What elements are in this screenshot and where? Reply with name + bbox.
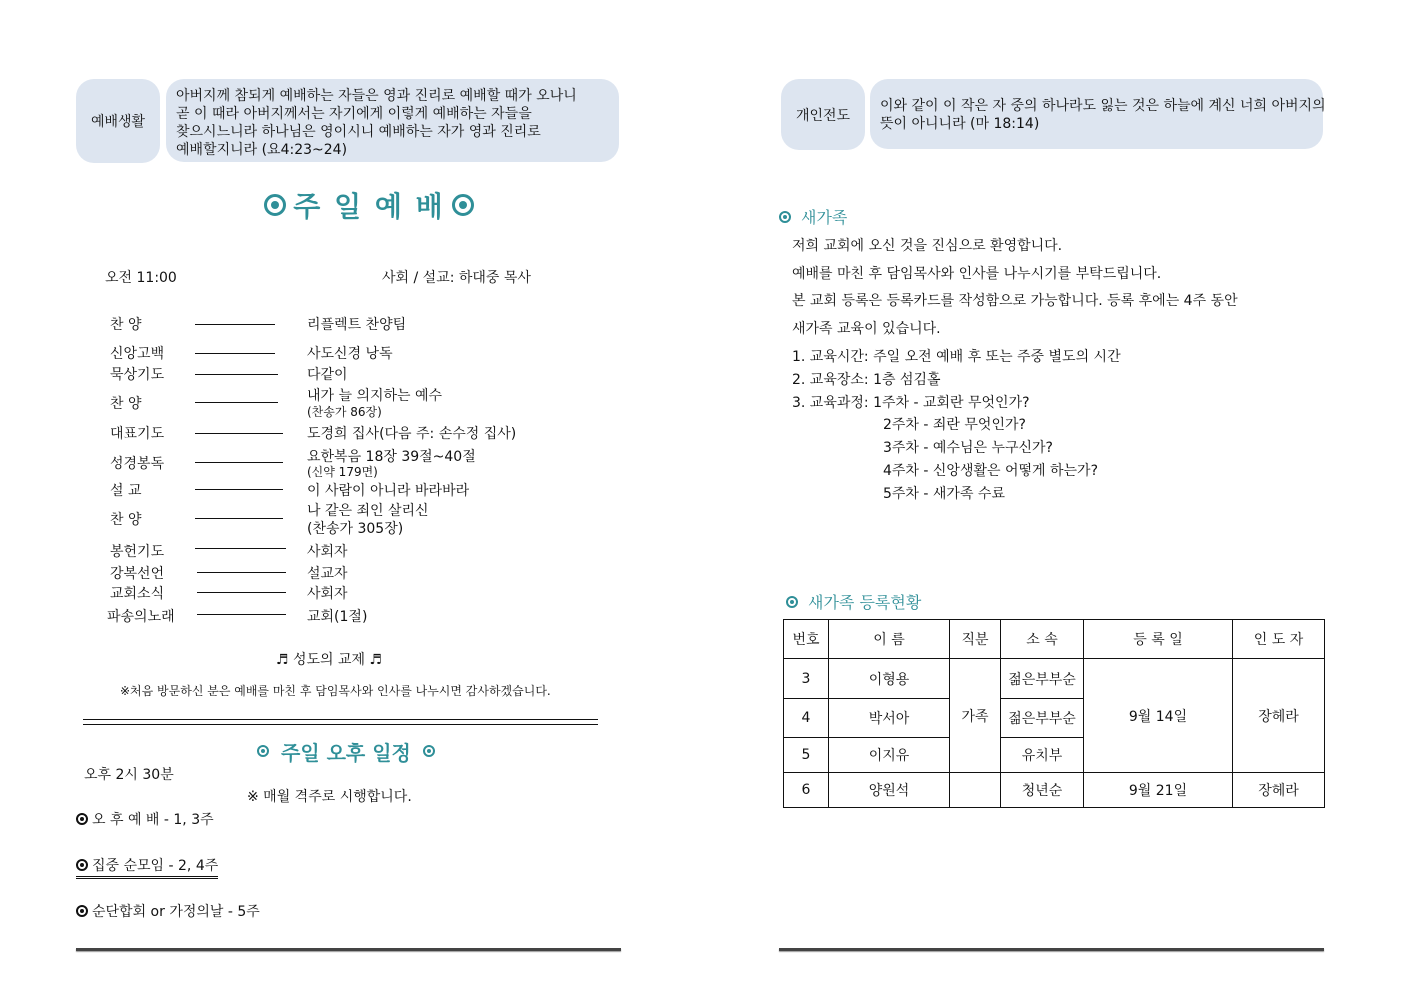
afternoon-item-label: 오 후 예 배 - 1, 3주 [92, 812, 214, 828]
education-week: 3주차 - 예수님은 누구신가? [883, 440, 1053, 456]
order-value: 리플렉트 찬양팀 [307, 317, 407, 333]
order-label: 찬 양 [110, 317, 142, 333]
order-leader-line [195, 462, 283, 463]
order-value: 도경희 집사(다음 주: 손수정 집사) [307, 426, 517, 442]
registration-title [786, 590, 921, 613]
table-row [784, 659, 1325, 699]
verse-line: 찾으시느니라 하나님은 영이시니 예배하는 자가 영과 진리로 [176, 124, 541, 140]
order-label: 찬 양 [110, 512, 142, 528]
new-family-line: 예배를 마친 후 담임목사와 인사를 나누시기를 부탁드립니다. [792, 266, 1162, 282]
order-leader-line [195, 324, 275, 325]
target-bullet-icon [76, 905, 88, 917]
worship-life-tag-label: 예배생활 [90, 114, 146, 130]
order-label: 강복선언 [110, 566, 165, 582]
new-family-line: 저희 교회에 오신 것을 진심으로 환영합니다. [792, 238, 1063, 254]
table-row [784, 773, 1325, 808]
cell-department: 청년순 [1001, 773, 1084, 808]
verse-line: 예배할지니라 (요4:23~24) [176, 142, 348, 158]
education-line: 2. 교육장소: 1층 섬김홀 [792, 372, 941, 388]
new-family-title-text: 새가족 [801, 208, 848, 227]
registration-table [783, 619, 1325, 808]
target-bullet-icon [423, 745, 435, 757]
order-value: 사도신경 낭독 [307, 346, 393, 362]
afternoon-title-text: 주일 오후 일정 [281, 740, 411, 765]
order-value: 요한복음 18장 39절~40절 [307, 449, 476, 465]
education-line: 1. 교육시간: 주일 오전 예배 후 또는 주중 별도의 시간 [792, 349, 1121, 365]
service-title-text: 주 일 예 배 [293, 190, 445, 223]
education-week: 2주차 - 죄란 무엇인가? [883, 417, 1026, 433]
order-value: 내가 늘 의지하는 예수 [307, 388, 443, 404]
order-label: 찬 양 [110, 396, 142, 412]
afternoon-item-label: 집중 순모임 - 2, 4주 [92, 858, 219, 874]
column-header: 직분 [950, 620, 1001, 659]
cell-role: 가족 [950, 659, 1001, 773]
order-leader-line [195, 489, 283, 490]
service-time: 오전 11:00 [105, 270, 177, 286]
target-bullet-icon [452, 194, 474, 216]
page-footer-rule [779, 948, 1324, 951]
cell-number: 3 [784, 659, 829, 699]
order-leader-line [195, 548, 286, 549]
order-leader-line [197, 592, 286, 593]
afternoon-title [257, 738, 435, 764]
cell-name: 이지유 [829, 738, 950, 773]
cell-department: 젊은부부순 [1001, 659, 1084, 699]
registration-title-text: 새가족 등록현황 [808, 593, 922, 612]
cell-date: 9월 14일 [1084, 659, 1233, 773]
column-header: 등 록 일 [1084, 620, 1233, 659]
order-value: 사회자 [307, 586, 348, 602]
order-label: 파송의노래 [107, 609, 175, 625]
order-leader-line [197, 572, 286, 573]
cell-leader: 장헤라 [1233, 773, 1325, 808]
afternoon-time: 오후 2시 30분 [84, 767, 174, 783]
order-value: 다같이 [307, 367, 348, 383]
table-header-row [784, 620, 1325, 659]
evangelism-tag-label: 개인전도 [795, 107, 851, 124]
page-footer-rule [76, 948, 621, 951]
afternoon-item [76, 855, 218, 879]
order-leader-line [195, 374, 278, 375]
afternoon-item-label: 순단합회 or 가정의날 - 5주 [92, 904, 260, 920]
evangelism-verse-box [870, 79, 1326, 149]
evangelism-tag [781, 79, 865, 150]
cell-department: 유치부 [1001, 738, 1084, 773]
order-label: 신앙고백 [110, 346, 165, 362]
order-leader-line [195, 353, 275, 354]
afternoon-item [76, 809, 214, 829]
afternoon-note: ※ 매월 격주로 시행합니다. [247, 789, 412, 805]
target-bullet-icon [786, 596, 798, 608]
cell-number: 4 [784, 699, 829, 738]
target-bullet-icon [779, 211, 791, 223]
order-label: 설 교 [110, 483, 142, 499]
order-leader-line [195, 518, 283, 519]
verse-line: 아버지께 참되게 예배하는 자들은 영과 진리로 예배할 때가 오나니 [176, 88, 577, 104]
order-subvalue: (찬송가 86장) [307, 405, 382, 419]
order-leader-line [195, 433, 283, 434]
order-label: 교회소식 [110, 586, 165, 602]
afternoon-item [76, 901, 260, 921]
worship-verse-box [166, 79, 619, 162]
cell-department: 젊은부부순 [1001, 699, 1084, 738]
column-header: 번호 [784, 620, 829, 659]
column-header: 소 속 [1001, 620, 1084, 659]
cell-number: 5 [784, 738, 829, 773]
visitor-note: ※처음 방문하신 분은 예배를 마친 후 담임목사와 인사를 나누시면 감사하겠습니다. [120, 684, 551, 698]
order-value: 이 사람이 아니라 바라바라 [307, 483, 470, 499]
order-label: 묵상기도 [110, 367, 165, 383]
verse-line: 곧 이 때라 아버지께서는 자기에게 이렇게 예배하는 자들을 [176, 106, 532, 122]
service-leader: 사회 / 설교: 하대중 목사 [382, 270, 531, 286]
verse-line: 이와 같이 이 작은 자 중의 하나라도 잃는 것은 하늘에 계신 너희 아버지의 [880, 98, 1326, 114]
order-value: 설교자 [307, 566, 348, 582]
order-value: 사회자 [307, 544, 348, 560]
cell-number: 6 [784, 773, 829, 808]
order-value: 나 같은 죄인 살리신 [307, 503, 429, 519]
order-leader-line [195, 402, 278, 403]
target-bullet-icon [264, 194, 286, 216]
education-week: 5주차 - 새가족 수료 [883, 486, 1005, 502]
cell-name: 박서아 [829, 699, 950, 738]
order-subvalue: (찬송가 305장) [307, 521, 404, 537]
education-week: 4주차 - 신앙생활은 어떻게 하는가? [883, 463, 1099, 479]
double-rule [83, 719, 598, 725]
target-bullet-icon [76, 859, 88, 871]
fellowship-heading: ♬ 성도의 교제 ♬ [276, 652, 383, 668]
target-bullet-icon [76, 813, 88, 825]
order-label: 대표기도 [110, 426, 165, 442]
education-line: 3. 교육과정: 1주차 - 교회란 무엇인가? [792, 395, 1030, 411]
new-family-line: 본 교회 등록은 등록카드를 작성함으로 가능합니다. 등록 후에는 4주 동안 [792, 293, 1238, 309]
cell-role [950, 773, 1001, 808]
order-value: 교회(1절) [307, 609, 368, 625]
cell-date: 9월 21일 [1084, 773, 1233, 808]
worship-life-tag [76, 79, 160, 163]
service-title [264, 185, 474, 225]
verse-line: 뜻이 아니니라 (마 18:14) [880, 116, 1040, 132]
order-subvalue: (신약 179면) [307, 465, 378, 479]
cell-name: 이형용 [829, 659, 950, 699]
order-label: 성경봉독 [110, 456, 165, 472]
cell-name: 양원석 [829, 773, 950, 808]
cell-leader: 장헤라 [1233, 659, 1325, 773]
target-bullet-icon [257, 745, 269, 757]
order-leader-line [197, 614, 286, 615]
new-family-title [779, 205, 847, 228]
new-family-line: 새가족 교육이 있습니다. [792, 321, 941, 337]
order-label: 봉헌기도 [110, 544, 165, 560]
column-header: 인 도 자 [1233, 620, 1325, 659]
column-header: 이 름 [829, 620, 950, 659]
